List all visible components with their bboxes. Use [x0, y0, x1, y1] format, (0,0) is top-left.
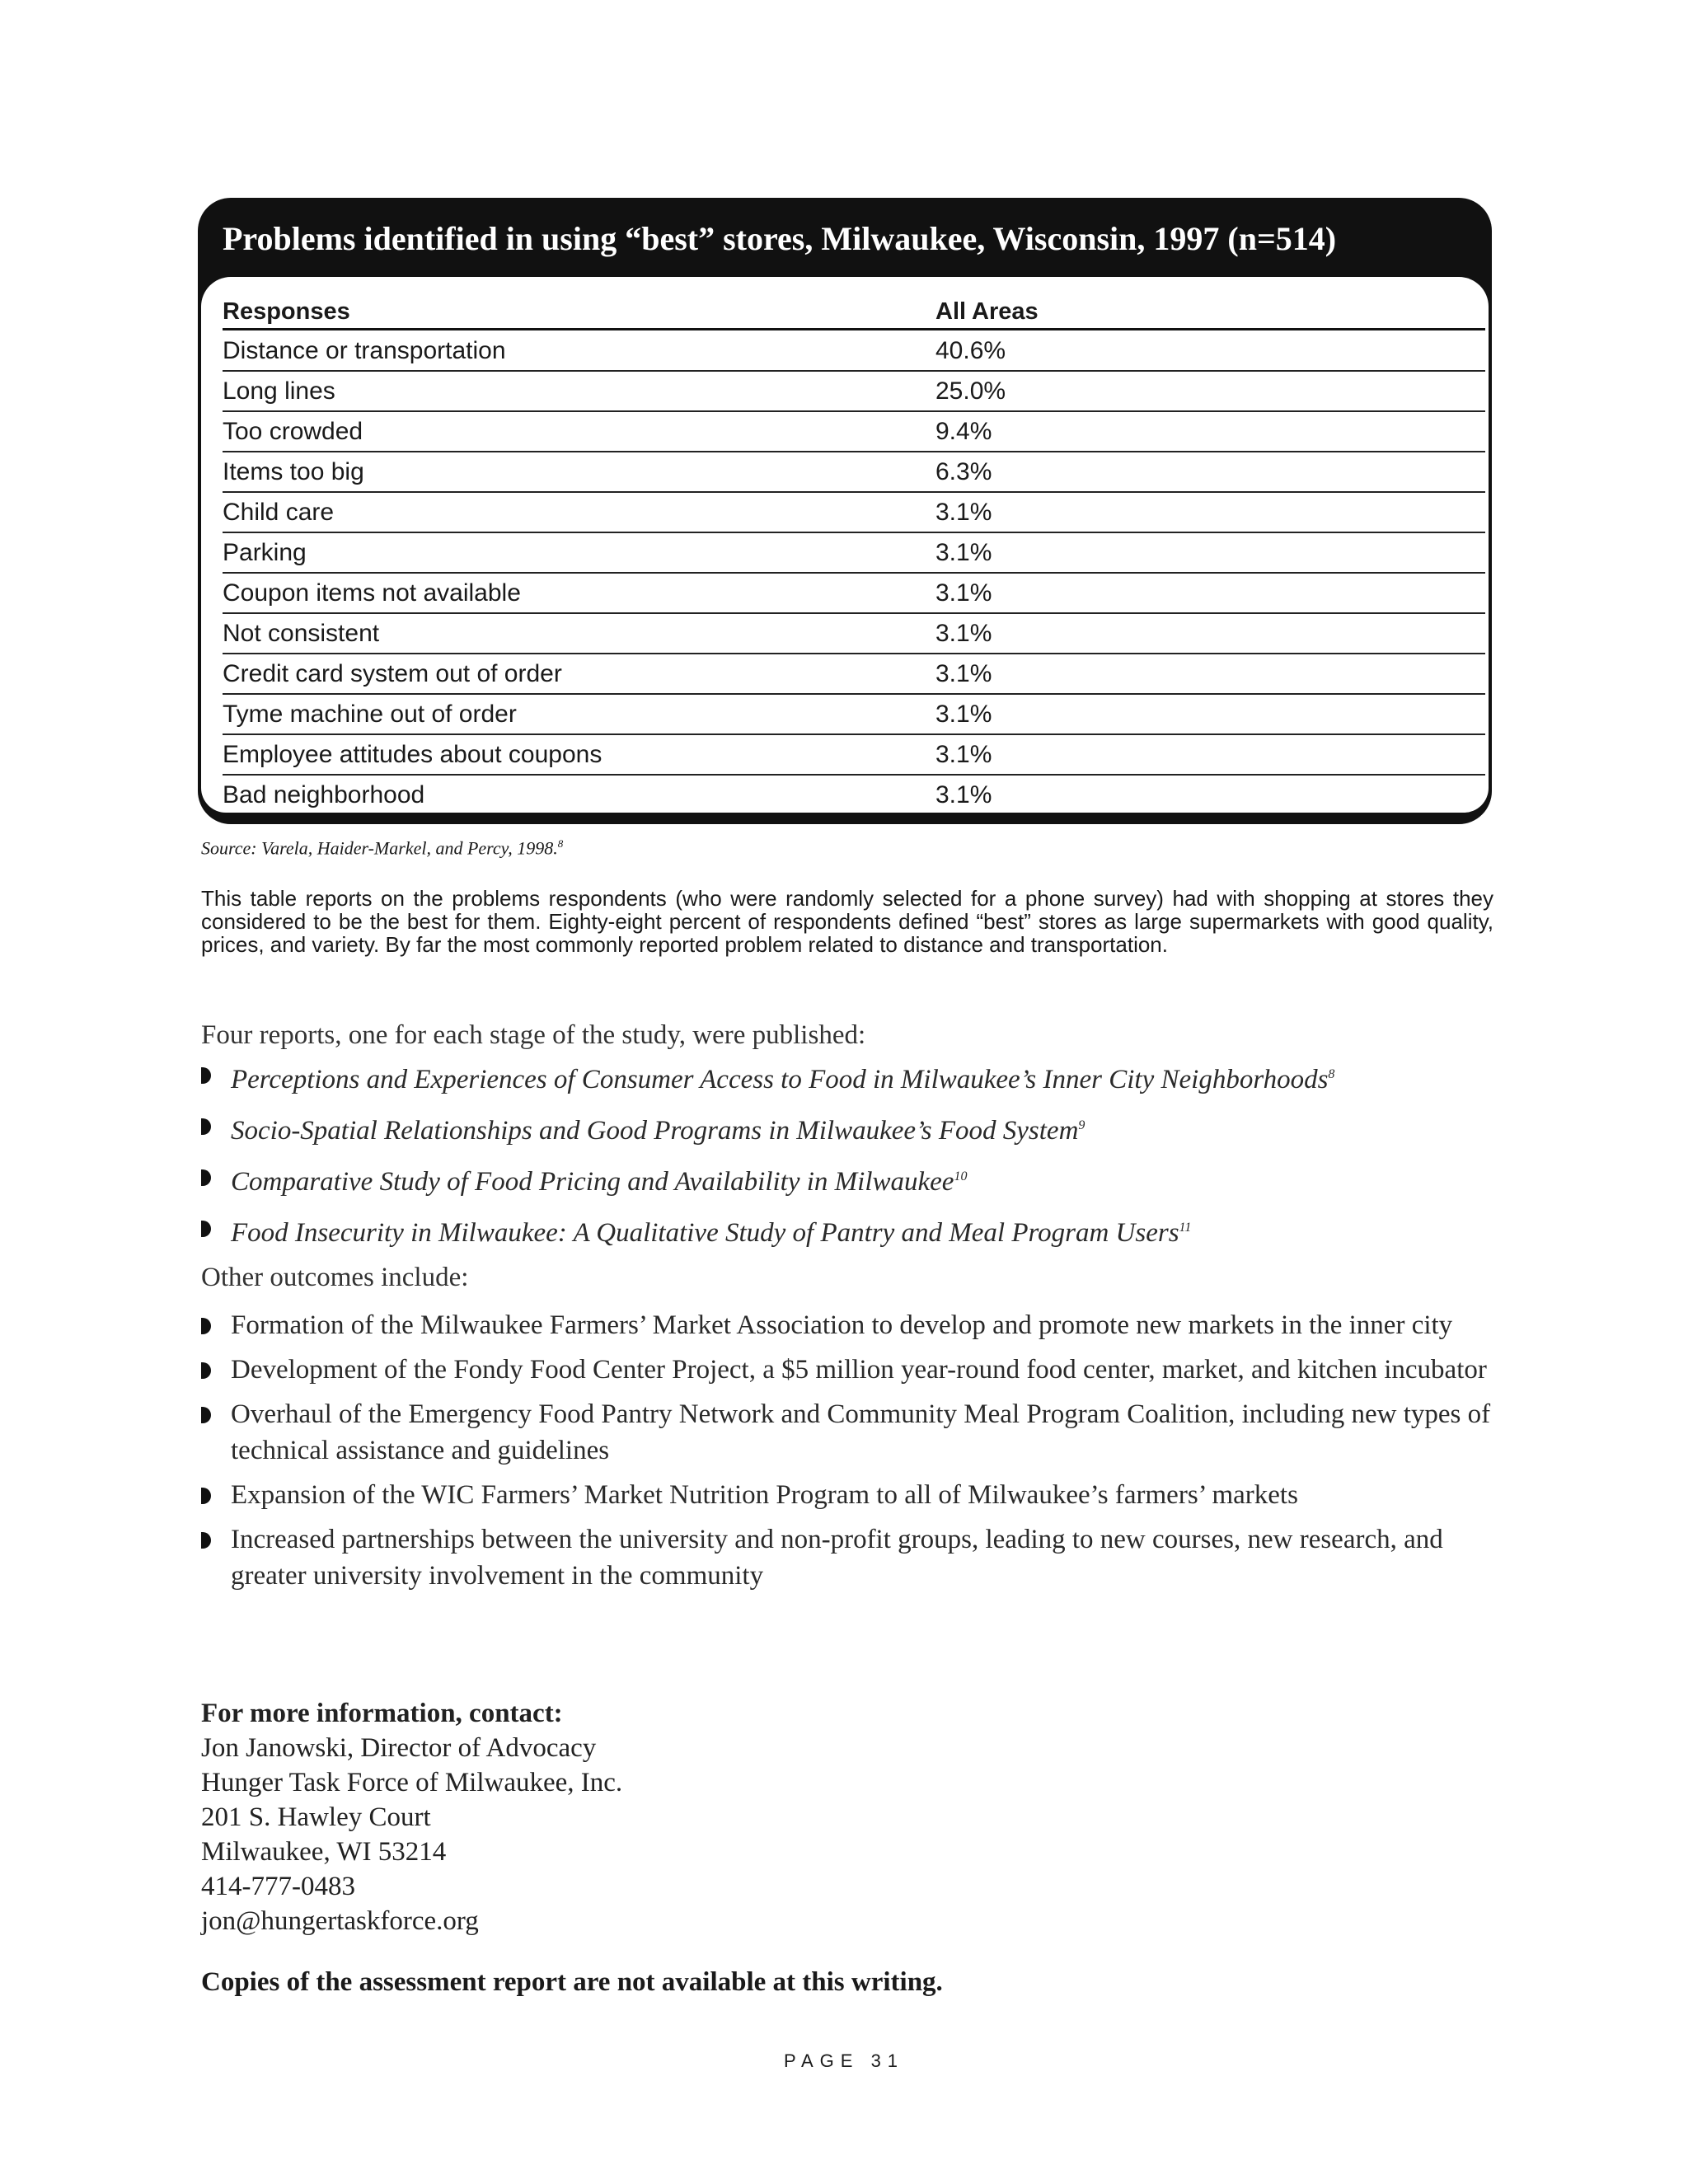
table-title: Problems identified in using “best” stores, Milwaukee, Wisconsin, 1997 (n=514) [223, 220, 1337, 257]
table-body [201, 277, 1489, 813]
percent-cell: 40.6% [935, 337, 1006, 364]
percent-cell: 9.4% [935, 418, 992, 445]
report-title: Socio-Spatial Relationships and Good Programs in Milwaukee’s Food System [231, 1116, 1079, 1146]
table-row [223, 452, 1485, 493]
response-cell: Bad neighborhood [223, 781, 425, 808]
bullet-icon [201, 1488, 211, 1504]
source-text: Source: Varela, Haider-Markel, and Percy, 1998. [201, 837, 558, 859]
percent-cell: 6.3% [935, 458, 992, 485]
report-item [201, 1159, 1503, 1200]
outcome-item [201, 1396, 1503, 1469]
percent-cell: 25.0% [935, 377, 1006, 405]
report-ref: 9 [1078, 1118, 1085, 1132]
report-title: Comparative Study of Food Pricing and Availability in Milwaukee [231, 1167, 954, 1197]
response-cell: Long lines [223, 377, 335, 405]
table-row [223, 574, 1485, 614]
table-row [223, 493, 1485, 533]
column-header-responses: Responses [223, 298, 350, 325]
outcome-text: Formation of the Milwaukee Farmers’ Market Association to develop and promote new markets in the inner city [231, 1310, 1453, 1340]
reports-list [201, 1057, 1503, 1261]
percent-cell: 3.1% [935, 660, 992, 687]
table-row [223, 695, 1485, 735]
table-row [223, 372, 1485, 412]
report-ref: 11 [1179, 1221, 1192, 1235]
bullet-icon [201, 1362, 211, 1379]
column-header-all-areas: All Areas [935, 298, 1039, 325]
percent-cell: 3.1% [935, 539, 992, 566]
bullet-icon [201, 1221, 211, 1237]
bullet-icon [201, 1067, 211, 1084]
outcome-text: Expansion of the WIC Farmers’ Market Nutrition Program to all of Milwaukee’s farmers’ markets [231, 1480, 1298, 1510]
response-cell: Coupon items not available [223, 579, 521, 607]
contact-email: jon@hungertaskforce.org [201, 1906, 479, 1936]
table-row [223, 776, 1485, 814]
table-source [201, 837, 563, 859]
page-number: PAGE 31 [783, 2050, 905, 2071]
response-cell: Too crowded [223, 418, 363, 445]
percent-cell: 3.1% [935, 781, 992, 808]
outcome-item [201, 1307, 1503, 1343]
bullet-icon [201, 1118, 211, 1135]
report-item [201, 1210, 1503, 1251]
report-ref: 10 [954, 1169, 968, 1183]
response-cell: Items too big [223, 458, 364, 485]
response-cell: Not consistent [223, 620, 380, 647]
percent-cell: 3.1% [935, 701, 992, 728]
report-title: Perceptions and Experiences of Consumer Access to Food in Milwaukee’s Inner City Neighborhoods [231, 1065, 1329, 1094]
bullet-icon [201, 1407, 211, 1423]
report-item [201, 1108, 1503, 1149]
source-ref: 8 [557, 837, 564, 850]
bullet-icon [201, 1532, 211, 1549]
contact-street: 201 S. Hawley Court [201, 1802, 431, 1832]
outcome-text: Increased partnerships between the university and non-profit groups, leading to new courses, new research, and greater university involvement in the community [231, 1525, 1443, 1591]
report-item [201, 1057, 1503, 1098]
report-ref: 8 [1328, 1067, 1335, 1081]
contact-name: Jon Janowski, Director of Advocacy [201, 1733, 597, 1763]
reports-intro: Four reports, one for each stage of the study, were published: [201, 1020, 866, 1050]
report-title: Food Insecurity in Milwaukee: A Qualitative Study of Pantry and Meal Program Users [231, 1218, 1179, 1248]
response-cell: Parking [223, 539, 307, 566]
table-row [223, 412, 1485, 452]
outcome-item [201, 1521, 1503, 1594]
table-row [223, 654, 1485, 695]
outcome-text: Development of the Fondy Food Center Project, a $5 million year-round food center, market, and kitchen incubator [231, 1355, 1487, 1385]
outcomes-intro: Other outcomes include: [201, 1263, 469, 1292]
table-row [223, 735, 1485, 776]
table-rows [223, 331, 1485, 814]
response-cell: Credit card system out of order [223, 660, 562, 687]
table-row [223, 331, 1485, 372]
contact-phone: 414-777-0483 [201, 1872, 355, 1901]
contact-heading: For more information, contact: [201, 1699, 563, 1728]
table-row [223, 614, 1485, 654]
outcome-item [201, 1477, 1503, 1513]
contact-organization: Hunger Task Force of Milwaukee, Inc. [201, 1768, 623, 1797]
response-cell: Employee attitudes about coupons [223, 741, 603, 768]
table-description: This table reports on the problems respondents (who were randomly selected for a phone survey) had with shopping at stores they considered to be the best for them. Eighty-eight percent of respondents defined “best” stores as large supermarkets with good quality, prices, and variety. By far the most commonly reported problem related to distance and transportation. [201, 886, 1493, 957]
table-row [223, 533, 1485, 574]
contact-city: Milwaukee, WI 53214 [201, 1837, 447, 1867]
outcome-item [201, 1352, 1503, 1388]
percent-cell: 3.1% [935, 741, 992, 768]
bullet-icon [201, 1169, 211, 1186]
outcome-text: Overhaul of the Emergency Food Pantry Network and Community Meal Program Coalition, including new types of technical assistance and guidelines [231, 1399, 1491, 1465]
response-cell: Tyme machine out of order [223, 701, 517, 728]
percent-cell: 3.1% [935, 579, 992, 607]
percent-cell: 3.1% [935, 499, 992, 526]
problems-table [198, 198, 1492, 824]
outcomes-list [201, 1307, 1503, 1602]
percent-cell: 3.1% [935, 620, 992, 647]
contact-block [201, 1696, 622, 1938]
table-header-row [223, 295, 1485, 330]
response-cell: Distance or transportation [223, 337, 506, 364]
bullet-icon [201, 1318, 211, 1334]
response-cell: Child care [223, 499, 335, 526]
copies-note: Copies of the assessment report are not available at this writing. [201, 1967, 943, 1997]
